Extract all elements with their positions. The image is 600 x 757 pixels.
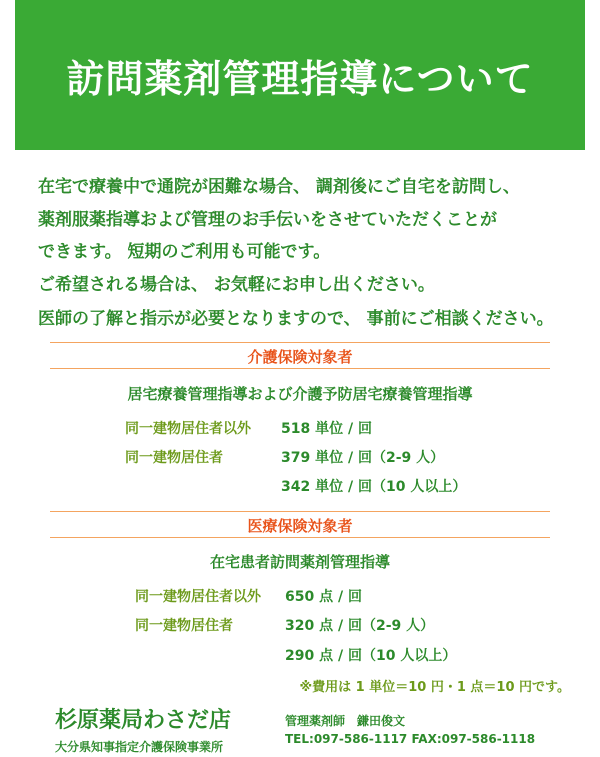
- section-divider: [50, 511, 550, 512]
- designation-text: 大分県知事指定介護保険事業所: [55, 740, 224, 754]
- pharmacy-name: 杉原薬局わさだ店: [55, 708, 232, 733]
- intro-line: 在宅で療養中で通院が困難な場合、 調剤後にご自宅を訪問し、: [38, 177, 520, 197]
- intro-line: ご希望される場合は、 お気軽にお申し出ください。: [38, 275, 435, 295]
- intro-line: できます。 短期のご利用も可能です。: [38, 242, 331, 262]
- care-rate-label: 同一建物居住者: [125, 450, 223, 466]
- care-insurance-heading: 介護保険対象者: [247, 348, 353, 366]
- intro-line: 医師の了解と指示が必要となりますので、 事前にご相談ください。: [38, 309, 554, 329]
- header-banner: [15, 0, 585, 150]
- medical-rate-value: 650 点 / 回: [285, 589, 362, 605]
- fee-note: ※費用は 1 単位＝10 円・1 点＝10 円です。: [299, 680, 570, 695]
- section-divider: [50, 368, 550, 369]
- contact-info: TEL:097-586-1117 FAX:097-586-1118: [285, 732, 536, 746]
- care-rate-value: 379 単位 / 回（2-9 人）: [281, 450, 445, 466]
- medical-insurance-heading: 医療保険対象者: [247, 517, 353, 535]
- page-title: 訪問薬剤管理指導について: [66, 57, 534, 101]
- medical-rate-label: 同一建物居住者以外: [135, 589, 261, 605]
- medical-service-title: 在宅患者訪問薬剤管理指導: [209, 553, 390, 571]
- medical-rate-label: 同一建物居住者: [135, 618, 233, 634]
- medical-rate-value: 320 点 / 回（2-9 人）: [285, 618, 435, 634]
- pharmacist-name: 管理薬剤師 鎌田俊文: [285, 714, 406, 728]
- section-divider: [50, 537, 550, 538]
- section-divider: [50, 342, 550, 343]
- medical-rate-value: 290 点 / 回（10 人以上）: [285, 648, 457, 664]
- care-rate-value: 518 単位 / 回: [281, 421, 372, 437]
- care-rate-value: 342 単位 / 回（10 人以上）: [281, 479, 467, 495]
- care-rate-label: 同一建物居住者以外: [125, 421, 251, 437]
- care-service-title: 居宅療養管理指導および介護予防居宅療養管理指導: [127, 385, 473, 403]
- intro-line: 薬剤服薬指導および管理のお手伝いをさせていただくことが: [38, 210, 497, 230]
